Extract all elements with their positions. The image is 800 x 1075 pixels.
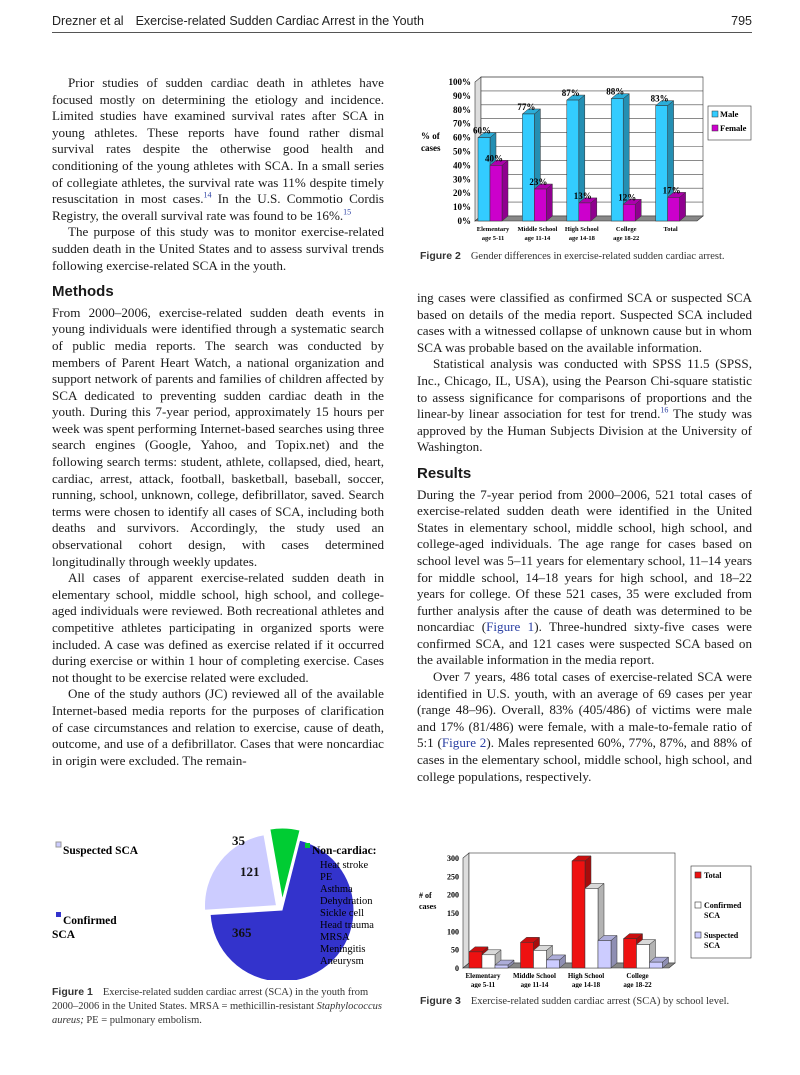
data-label: 12% <box>618 192 637 203</box>
x-tick-label: Elementary <box>465 972 501 980</box>
header-authors: Drezner et al <box>52 14 124 28</box>
paragraph: The purpose of this study was to monitor exercise-related sudden death in the United States and to assess survival trends following exercise-related SCA in the youth. <box>52 224 384 273</box>
pie-value-label: 35 <box>232 833 245 848</box>
x-tick-label: age 14-18 <box>568 235 595 242</box>
header-title: Exercise-related Sudden Cardiac Arrest in the Youth <box>135 14 424 28</box>
bar-male-front <box>478 138 490 221</box>
legend-swatch <box>695 872 701 878</box>
figure-1-pie-chart <box>52 810 392 980</box>
noncardiac-cause-item: Meningitis <box>320 944 366 955</box>
legend-label: Suspected <box>704 931 739 940</box>
bar-female-front <box>579 203 591 221</box>
y-axis-label: cases <box>421 143 441 153</box>
bar-male-front <box>522 114 534 221</box>
pie-value-label: 121 <box>240 864 260 879</box>
x-tick-label: College <box>615 226 637 233</box>
bar-suspected-sca-side <box>611 936 617 969</box>
page-number: 795 <box>731 14 752 28</box>
y-tick-label: 0% <box>457 216 471 226</box>
noncardiac-cause-item: Head trauma <box>320 920 374 931</box>
figure-link[interactable]: Figure 2 <box>441 735 487 751</box>
data-label: 87% <box>561 88 580 99</box>
legend-swatch <box>695 902 701 908</box>
legend-label: Total <box>704 871 722 880</box>
x-tick-label: age 18-22 <box>613 235 640 242</box>
x-tick-label: Middle School <box>517 226 558 233</box>
bar-suspected-sca-front <box>598 941 611 969</box>
figure-2-bar-chart <box>417 76 752 246</box>
noncardiac-cause-item: MRSA <box>320 932 350 943</box>
legend-swatch <box>712 111 718 117</box>
bar-male-front <box>656 106 668 221</box>
y-tick-label: 40% <box>453 160 471 171</box>
bar-female <box>668 192 686 221</box>
chart-side-wall <box>463 853 469 968</box>
data-label: 88% <box>606 86 625 97</box>
noncardiac-cause-item: Heat stroke <box>320 860 369 871</box>
x-tick-label: age 5-11 <box>470 981 496 988</box>
x-tick-label: age 18-22 <box>623 981 652 988</box>
y-tick-label: 60% <box>453 132 471 143</box>
bar-male-front <box>567 100 579 221</box>
y-tick-label: 30% <box>453 174 471 185</box>
y-tick-label: 0 <box>455 964 459 973</box>
x-tick-label: age 14-18 <box>571 981 601 988</box>
bar-suspected-sca <box>598 936 617 969</box>
x-tick-label: High School <box>564 226 599 233</box>
figure-label: Figure 2 <box>420 250 461 262</box>
pie-label-confirmed: SCA <box>52 929 76 941</box>
noncardiac-cause-item: Aneurysm <box>320 956 364 967</box>
y-tick-label: 70% <box>453 118 471 129</box>
bar-female-side <box>502 160 508 221</box>
figure-2-caption: Figure 2 Gender differences in exercise-related sudden cardiac arrest. <box>420 250 725 262</box>
x-tick-label: age 11-14 <box>520 981 549 988</box>
legend-label: SCA <box>704 911 721 920</box>
paragraph: Statistical analysis was conducted with SPSS 11.5 (SPSS, Inc., Chicago, IL, USA), using the Pearson Chi-square statistic to assess significance for comparisons of proportions and the linear-by linear association for test for trend.$^{16}$ The study was approved by the Human Subjects Division at the University of Washington. <box>417 356 752 455</box>
paragraph: Prior studies of sudden cardiac death in athletes have focused mostly on determining the etiology and incidence. Limited studies have examined survival rates after SCA in young athletes. These reports have found rather dismal survival rates despite the otherwise good health and conditioning of the young athletes with SCA. In a small series of collegiate athletes, the survival rate was 11% despite timely resuscitation in most cases.$^{14}$ In the U.S. Commotio Cordis Registry, the overall survival rate was found to be 16%.$^{15}$ <box>52 75 384 223</box>
bar-female-front <box>623 204 635 221</box>
section-heading-methods: Methods <box>52 283 114 301</box>
y-tick-label: 50 <box>451 945 459 955</box>
bar-total-front <box>624 939 637 968</box>
bar-confirmed-sca-front <box>637 945 650 968</box>
noncardiac-cause-item: PE <box>320 872 333 883</box>
y-axis-label: # of <box>419 891 432 900</box>
data-label: 40% <box>485 153 503 164</box>
bar-female <box>490 160 508 221</box>
citation-link[interactable]: 16 <box>660 405 669 415</box>
paragraph: From 2000–2006, exercise-related sudden death events in young individuals were identified through a systematic search of public media reports. The search was conducted by members of Parent Heart Watch, a national organization and support network of parents and families of children affected by SCA dedicated to preventing sudden cardiac death in the youth. During this 7-year period, approximately 15 hours per week was spent performing Internet-based searches using three search engines (Google, Yahoo, and Topix.net) and the following search terms: student, athlete, collapsed, died, heart, cardiac, arrest, attack, football, basketball, baseball, soccer, running, school, unknown, college, defibrillator, saved. Search terms were chosen to identify all cases of SCA, including both deaths and survivors. Accordingly, the study used an observational cohort design, with cases determined longitudinally through weekly updates. <box>52 304 384 569</box>
legend-swatch <box>305 843 310 848</box>
bar-female-front <box>490 165 502 221</box>
bar-male-front <box>611 99 623 221</box>
bar-total-front <box>521 942 534 968</box>
bar-total-front <box>572 861 585 968</box>
data-label: 77% <box>517 101 536 112</box>
y-tick-label: 150 <box>447 909 459 918</box>
noncardiac-cause-item: Asthma <box>320 884 353 895</box>
bar-suspected-sca-front <box>495 965 508 968</box>
data-label: 60% <box>473 125 491 136</box>
paragraph: Over 7 years, 486 total cases of exercise-related SCA were identified in U.S. youth, with an average of 69 cases per year (range 48–96). Overall, 83% (405/486) of victims were male and 17% (81/486) were female, with a male-to-female ratio of 5:1 (Figure 2). Males represented 60%, 77%, 87%, and 88% of cases in the elementary school, middle school, high school, and college populations, respectively. <box>417 669 752 784</box>
y-tick-label: 200 <box>447 890 459 900</box>
pie-label-suspected: Suspected SCA <box>63 845 139 857</box>
x-tick-label: High School <box>567 972 605 980</box>
bar-female-side <box>546 184 552 221</box>
figure-label: Figure 3 <box>420 995 461 1007</box>
paragraph: One of the study authors (JC) reviewed all of the available Internet-based media reports for the purposes of clarification of case circumstances and relation to exercise, cause of death, outcome, and use of a defibrillator. Cases that were noncardiac in origin were excluded. The remain- <box>52 686 384 768</box>
data-label: 13% <box>573 190 592 201</box>
legend-label: Male <box>720 109 739 119</box>
y-tick-label: 50% <box>453 146 471 157</box>
left-column <box>52 75 384 769</box>
figure-link[interactable]: Figure 1 <box>486 619 535 635</box>
figure-1-caption: Figure 1 Exercise-related sudden cardiac arrest (SCA) in the youth from 2000–2006 in the United States. MRSA = methicillin-resistant Staphylococcus aureus; PE = pulmonary embolism. <box>52 986 382 1026</box>
data-label: 17% <box>662 185 681 196</box>
citation-link[interactable]: 15 <box>343 207 352 217</box>
x-tick-label: age 11-14 <box>524 235 551 242</box>
data-label: 23% <box>529 177 548 188</box>
paragraph: During the 7-year period from 2000–2006, 521 total cases of exercise-related sudden death were identified in the United States in elementary school, middle school, high school, and college-aged individuals. The age range for cases based on school level was 5–11 years for elementary school, 11–14 years for middle school, 14–18 years for high school, and 18–22 years for college. Of these 521 cases, 35 were excluded from further analysis after the cause of death was determined to be noncardiac (Figure 1). Three-hundred sixty-five cases were confirmed SCA, and 121 cases were suspected SCA based on the available information in the media report. <box>417 486 752 668</box>
bar-female <box>623 199 641 221</box>
bar-female <box>579 198 597 221</box>
x-tick-label: Total <box>663 226 678 233</box>
data-label: 83% <box>650 93 669 104</box>
legend-label: Female <box>720 123 747 133</box>
x-tick-label: College <box>626 972 649 980</box>
y-tick-label: 100 <box>447 927 459 937</box>
legend-swatch <box>56 842 61 847</box>
legend-swatch <box>712 125 718 131</box>
bar-confirmed-sca-front <box>482 955 495 968</box>
bar-suspected-sca-front <box>547 960 560 968</box>
legend-label: Confirmed <box>704 901 742 910</box>
y-axis-label: % of <box>421 131 440 141</box>
y-tick-label: 20% <box>453 188 471 199</box>
right-column <box>417 290 752 785</box>
bar-female-front <box>668 197 680 221</box>
paragraph: All cases of apparent exercise-related sudden death in elementary school, middle school, high school, and college-aged individuals were reviewed. Both recreational athletes and competitive athletes participating in organized sports were included. A case was defined as exercise related if it occurred during exercise or within 1 hour of completing exercise. Cases not thought to be exercise related were excluded. <box>52 570 384 685</box>
x-tick-label: Elementary <box>476 226 510 233</box>
bar-female-front <box>534 189 546 221</box>
pie-label-confirmed: Confirmed <box>63 915 117 927</box>
citation-link[interactable]: 14 <box>203 190 212 200</box>
pie-value-label: 365 <box>232 925 252 940</box>
y-tick-label: 90% <box>453 90 471 101</box>
header-rule <box>52 32 752 33</box>
y-axis-label: cases <box>419 902 437 911</box>
y-tick-label: 300 <box>447 854 459 863</box>
figure-label: Figure 1 <box>52 986 93 998</box>
legend-label: SCA <box>704 941 721 950</box>
figure-3-bar-chart <box>417 848 752 988</box>
legend-swatch <box>56 912 61 917</box>
y-tick-label: 250 <box>447 872 459 882</box>
bar-suspected-sca-front <box>650 962 663 968</box>
section-heading-results: Results <box>417 464 472 482</box>
y-tick-label: 10% <box>453 202 471 213</box>
x-tick-label: age 5-11 <box>481 235 505 242</box>
paragraph: ing cases were classified as confirmed SCA or suspected SCA based on details of the media report. Suspected SCA included cases with a witnessed collapse of unknown cause but in whom SCA was probable based on the available information. <box>417 290 752 355</box>
bar-confirmed-sca-front <box>534 950 547 968</box>
y-tick-label: 100% <box>448 77 471 87</box>
x-tick-label: Middle School <box>513 972 556 980</box>
y-tick-label: 80% <box>453 104 471 115</box>
noncardiac-cause-item: Sickle cell <box>320 908 365 919</box>
figure-3-caption: Figure 3 Exercise-related sudden cardiac arrest (SCA) by school level. <box>420 995 730 1007</box>
bar-female <box>534 184 552 221</box>
legend-swatch <box>695 932 701 938</box>
noncardiac-cause-item: Dehydration <box>320 896 373 907</box>
bar-confirmed-sca-front <box>585 888 598 968</box>
bar-total-front <box>469 952 482 968</box>
pie-label-noncardiac: Non-cardiac: <box>312 845 377 857</box>
